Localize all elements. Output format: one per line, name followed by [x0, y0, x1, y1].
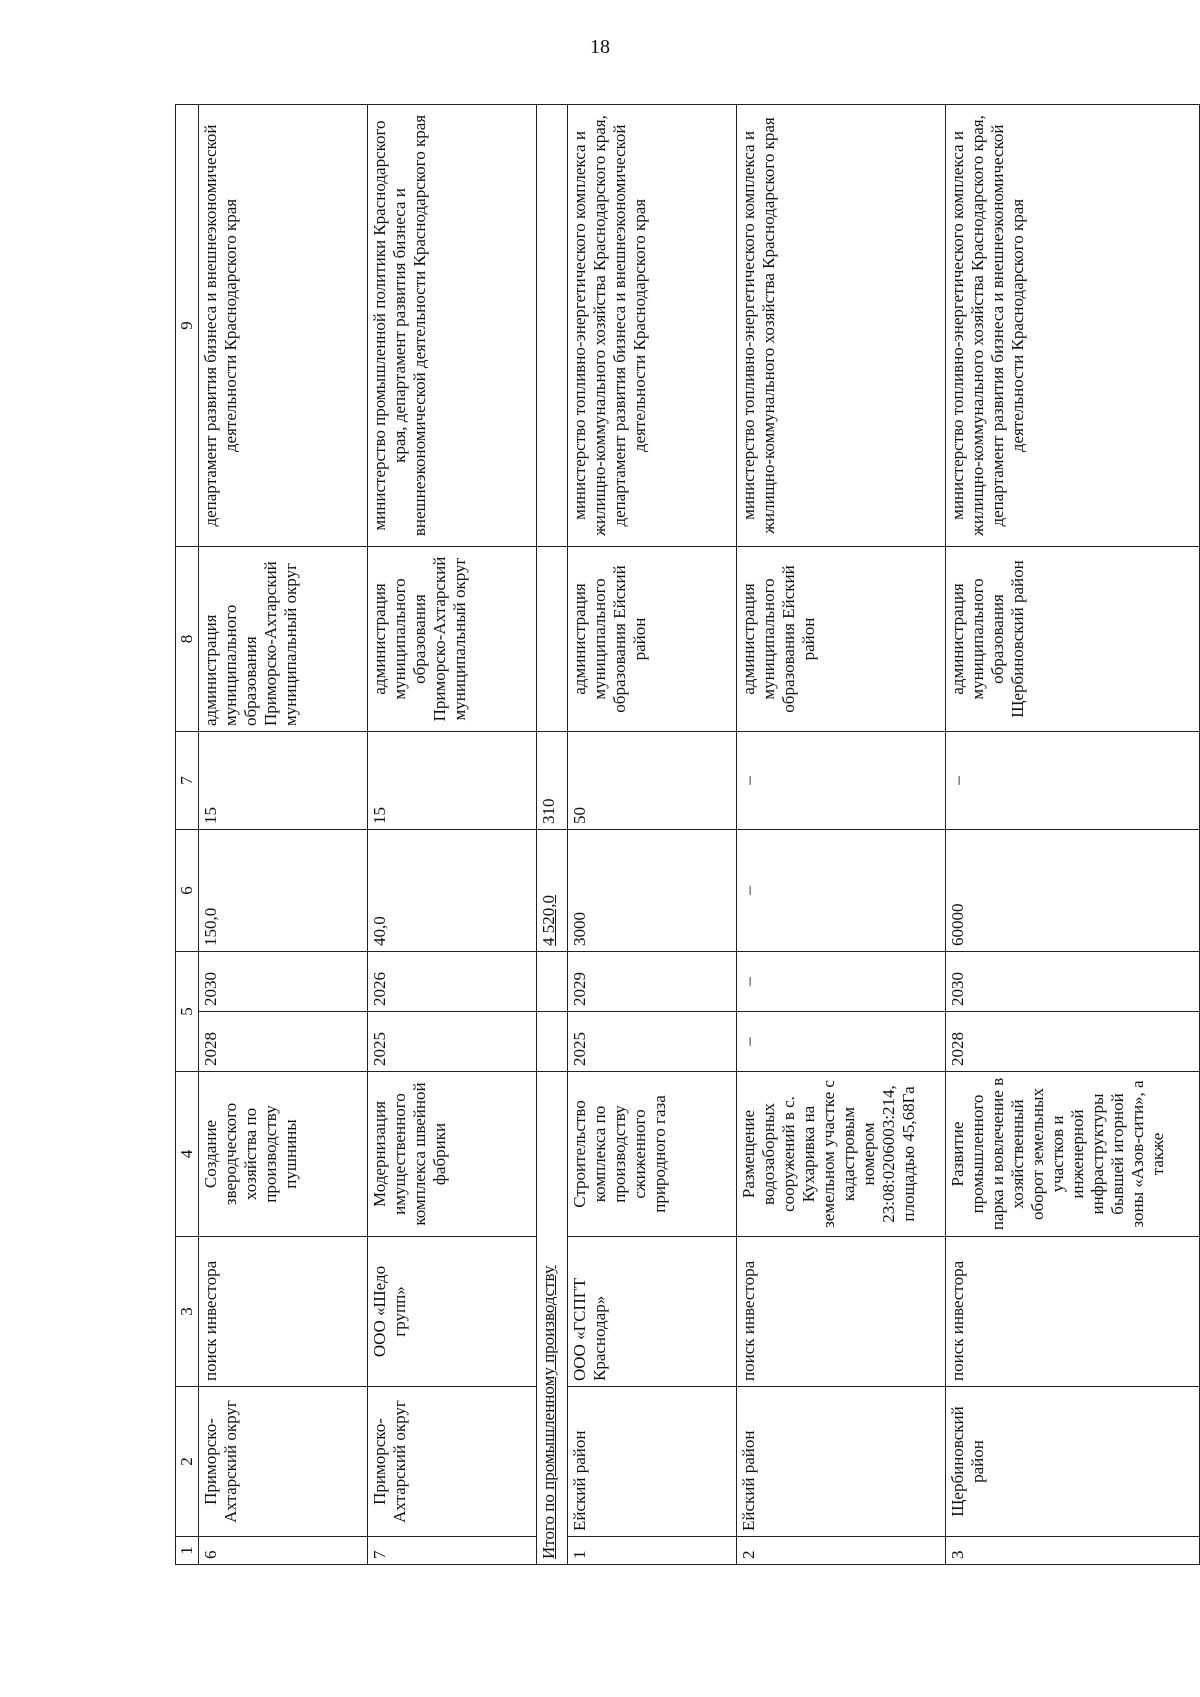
col-header-3: 3	[176, 1237, 199, 1387]
district-cell: Ейский район	[736, 1387, 945, 1537]
district-cell: Ейский район	[567, 1387, 736, 1537]
regional-cell: департамент развития бизнеса и внешнеэкономической деятельности Краснодарского края	[199, 105, 368, 547]
project-cell: Создание зверодческого хозяйства по производству пушнины	[199, 1072, 368, 1237]
cost-cell: 150,0	[199, 830, 368, 952]
table-row	[945, 105, 1199, 1565]
empty-cell	[537, 952, 567, 1012]
investment-projects-table	[175, 104, 1200, 1565]
regional-cell: министерство топливно-энергетического комплекса и жилищно-коммунального хозяйства Краснодарского края, департамент развития бизнеса и внешнеэкономической деятельности Краснодарского края	[567, 105, 736, 547]
total-label: Итого по промышленному производству	[537, 1072, 567, 1565]
end-year-cell: 2026	[368, 952, 537, 1012]
col-header-1: 1	[176, 1537, 199, 1565]
investor-cell: поиск инвестора	[199, 1237, 368, 1387]
municipal-cell: администрация муниципального образования Щербиновский район	[945, 547, 1199, 732]
table-row	[567, 105, 736, 1565]
col-header-7: 7	[176, 732, 199, 830]
investor-cell: ООО «ГСПГТ Краснодар»	[567, 1237, 736, 1387]
start-year-cell: 2028	[199, 1012, 368, 1072]
start-year-cell: 2028	[945, 1012, 1199, 1072]
total-jobs: 310	[537, 732, 567, 830]
end-year-cell: 2030	[199, 952, 368, 1012]
jobs-cell: –	[736, 732, 945, 830]
investor-cell: поиск инвестора	[736, 1237, 945, 1387]
empty-cell	[537, 105, 567, 547]
jobs-cell: 50	[567, 732, 736, 830]
project-cell: Развитие промышленного парка и вовлечение в хозяйственный оборот земельных участков и инженерной инфраструктуры бывшей игорной зоны «Азов-сити», а также	[945, 1072, 1199, 1237]
end-year-cell: –	[736, 952, 945, 1012]
total-row	[537, 105, 567, 1565]
start-year-cell: –	[736, 1012, 945, 1072]
regional-cell: министерство топливно-энергетического комплекса и жилищно-коммунального хозяйства Краснодарского края	[736, 105, 945, 547]
row-number: 7	[368, 1537, 537, 1565]
jobs-cell: –	[945, 732, 1199, 830]
regional-cell: министерство промышленной политики Краснодарского края, департамент развития бизнеса и внешнеэкономической деятельности Краснодарского края	[368, 105, 537, 547]
col-header-8: 8	[176, 547, 199, 732]
start-year-cell: 2025	[368, 1012, 537, 1072]
table-row	[368, 105, 537, 1565]
total-cost: 4 520,0	[537, 830, 567, 952]
district-cell: Щербиновский район	[945, 1387, 1199, 1537]
col-header-6: 6	[176, 830, 199, 952]
municipal-cell: администрация муниципального образования Приморско-Ахтарский муниципальный округ	[199, 547, 368, 732]
start-year-cell: 2025	[567, 1012, 736, 1072]
page-number: 18	[590, 36, 610, 58]
col-header-9: 9	[176, 105, 199, 547]
cost-cell: 3000	[567, 830, 736, 952]
row-number: 1	[567, 1537, 736, 1565]
end-year-cell: 2029	[567, 952, 736, 1012]
empty-cell	[537, 1012, 567, 1072]
project-cell: Строительство комплекса по производству сжиженного природного газа	[567, 1072, 736, 1237]
district-cell: Приморско-Ахтарский округ	[199, 1387, 368, 1537]
cost-cell: 60000	[945, 830, 1199, 952]
col-header-4: 4	[176, 1072, 199, 1237]
jobs-cell: 15	[199, 732, 368, 830]
jobs-cell: 15	[368, 732, 537, 830]
project-cell: Модернизация имущественного комплекса швейной фабрики	[368, 1072, 537, 1237]
regional-cell: министерство топливно-энергетического комплекса и жилищно-коммунального хозяйства Краснодарского края, департамент развития бизнеса и внешнеэкономической деятельности Краснодарского края	[945, 105, 1199, 547]
investor-cell: ООО «Шедо групп»	[368, 1237, 537, 1387]
municipal-cell: администрация муниципального образования Приморско-Ахтарский муниципальный округ	[368, 547, 537, 732]
col-header-5: 5	[176, 952, 199, 1072]
table-row	[199, 105, 368, 1565]
header-row	[176, 105, 199, 1565]
col-header-2: 2	[176, 1387, 199, 1537]
district-cell: Приморско-Ахтарский округ	[368, 1387, 537, 1537]
table-row	[736, 105, 945, 1565]
end-year-cell: 2030	[945, 952, 1199, 1012]
empty-cell	[537, 547, 567, 732]
row-number: 6	[199, 1537, 368, 1565]
project-cell: Размещение водозаборных сооружений в с. Кухаривка на земельном участке с кадастровым номером 23:08:0206003:214, площадью 45,68Га	[736, 1072, 945, 1237]
row-number: 2	[736, 1537, 945, 1565]
rotated-table-sheet	[175, 105, 1200, 1565]
municipal-cell: администрация муниципального образования Ейский район	[736, 547, 945, 732]
investor-cell: поиск инвестора	[945, 1237, 1199, 1387]
cost-cell: 40,0	[368, 830, 537, 952]
cost-cell: –	[736, 830, 945, 952]
row-number: 3	[945, 1537, 1199, 1565]
municipal-cell: администрация муниципального образования Ейский район	[567, 547, 736, 732]
